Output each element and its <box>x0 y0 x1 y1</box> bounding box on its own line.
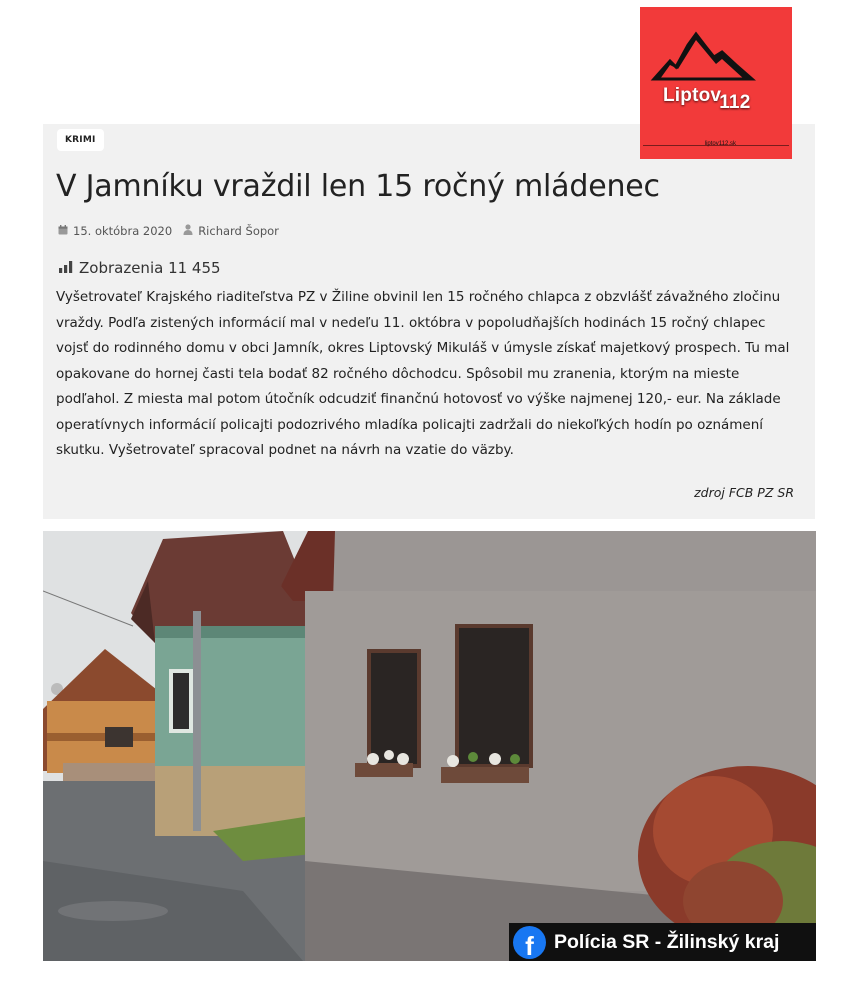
logo-url: liptov112.sk <box>704 141 736 147</box>
article-title: V Jamníku vraždil len 15 ročný mládenec <box>56 169 660 204</box>
article-body: Vyšetrovateľ Krajského riaditeľstva PZ v Žiline obvinil len 15 ročného chlapca z obzvlášť závažného zločinu vraždy. Podľa zistených informácií mal v nedeľu 11. októbra v popoludňajších hodinách 15 ročný chlapec vojsť do rodinného domu v obci Jamník, okres Liptovský Mikuláš v úmysle získať majetkový prospech. Tu mal opakovane do hornej časti tela bodať 82 ročného dôchodcu. Spôsobil mu zranenia, ktorým na mieste podľahol. Z miesta mal potom útočník odcudziť finančnú hotovosť vo výške najmenej 120,- eur. Na základe operatívnych informácií policajti podozrivého mladíka policajti zadržali do niekoľkých hodín po oznámení skutku. Vyšetrovateľ spracoval podnet na návrh na vzatie do väzby. <box>56 289 790 458</box>
house-photo-illustration <box>43 531 816 961</box>
photo-watermark <box>509 923 816 961</box>
logo-wordmark: Liptov112 <box>663 85 751 113</box>
article-date[interactable] <box>58 224 172 238</box>
views-text: Zobrazenia 11 455 <box>79 259 221 277</box>
mountains-graphic <box>640 7 792 159</box>
site-logo[interactable] <box>640 7 792 159</box>
article-author[interactable] <box>183 224 279 238</box>
article-meta <box>58 224 290 238</box>
view-counter <box>59 259 221 277</box>
calendar-icon <box>58 224 68 238</box>
author-text: Richard Šopor <box>198 224 279 238</box>
facebook-icon: f <box>513 926 546 959</box>
article-card <box>43 124 815 519</box>
article-photo <box>43 531 816 961</box>
user-icon <box>183 224 193 238</box>
photo-caption: Polícia SR - Žilinský kraj <box>554 930 780 953</box>
article-source: zdroj FCB PZ SR <box>694 485 794 500</box>
date-text: 15. októbra 2020 <box>73 224 173 238</box>
category-badge[interactable]: KRIMI <box>57 129 104 151</box>
bar-chart-icon <box>59 259 73 277</box>
